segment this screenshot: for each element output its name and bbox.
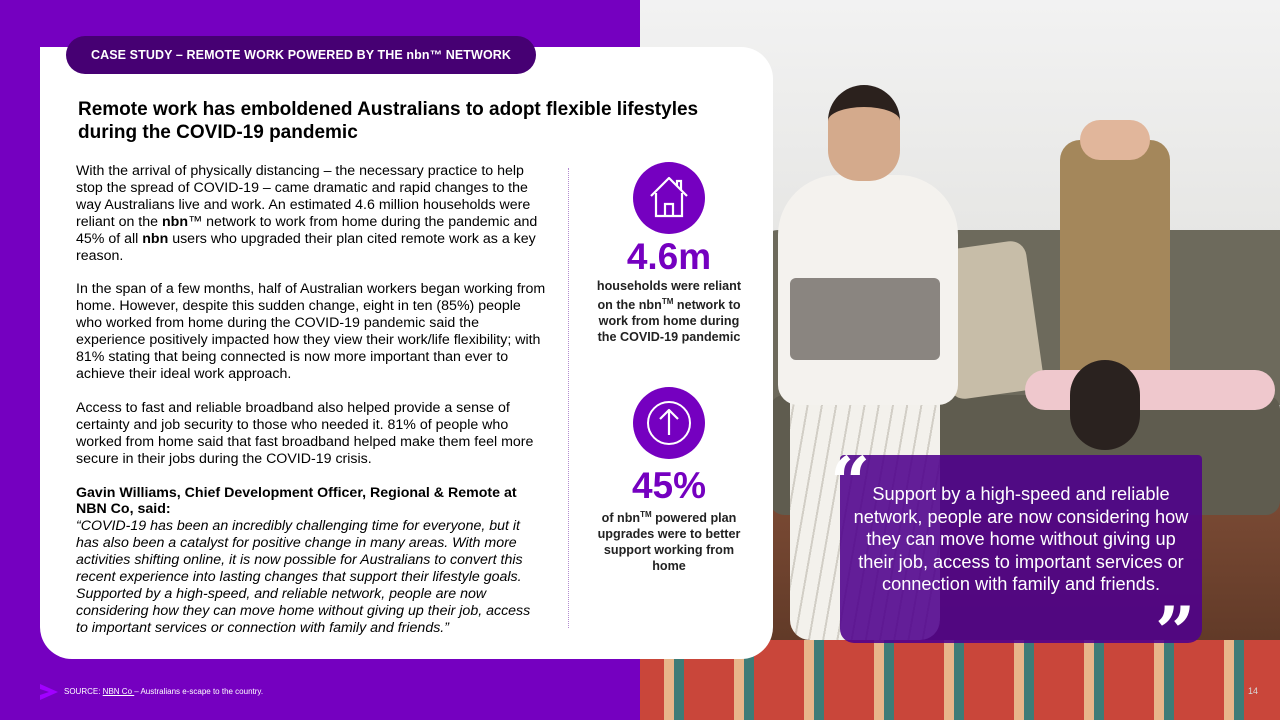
quote-attribution: Gavin Williams, Chief Development Officer, Regional & Remote at NBN Co, said: [76, 484, 517, 518]
stat-value: 45% [631, 465, 707, 506]
executive-quote: “COVID-19 has been an incredibly challenging time for everyone, but it has also been a catalyst for positive change in many areas. With more activities shifting online, it is now possible for Australians to convert this recent experience into lasting changes that support their lifestyle goals. Supported by a high-speed, and reliable network, people are now considering how they can move home without giving up their job, access to important services or connection with family and friends.” [76, 518, 531, 636]
pull-quote-text: Support by a high-speed and reliable network, people are now considering how they can move home without giving up their job, access to important services or connection with family and friends. [853, 484, 1189, 594]
stat-description: households were reliant on the nbn™ network to work from home during the COVID-19 pandemic [596, 279, 742, 345]
house-icon [633, 162, 705, 234]
brand-chevron-icon [38, 682, 60, 702]
page-title: Remote work has emboldened Australians to adopt flexible lifestyles during the COVID-19 pandemic [78, 99, 699, 143]
source-link[interactable]: NBN Co [102, 687, 135, 696]
source-note: SOURCE: NBN Co – Australians e-scape to the country. [64, 687, 264, 696]
page-number: 14 [1248, 686, 1259, 696]
dotted-divider [568, 168, 569, 628]
pull-quote-box [840, 455, 1202, 643]
stat-description: of nbn™ powered plan upgrades were to better support working from home [597, 510, 741, 574]
close-quote-icon: ” [1155, 591, 1196, 674]
paragraph-2: In the span of a few months, half of Australian workers began working from home. However, despite this sudden change, eight in ten (85%) people who worked from home during the COVID-19 pandemic said the experience positively impacted how they view their work/life flexibility; with 81% stating that being connected is now more important than ever to achieve their ideal work approach. [76, 281, 546, 382]
paragraph-3: Access to fast and reliable broadband also helped provide a sense of certainty and job security to those who needed it. 81% of people who worked from home said that fast broadband helped make them feel more secure in their jobs during the COVID-19 crisis. [76, 399, 534, 467]
open-quote-icon: “ [830, 441, 871, 524]
paragraph-1: With the arrival of physically distancing – the necessary practice to help stop the spread of COVID-19 – came dramatic and rapid changes to the way Australians live and work. An estimated 4.6 million households were reliant on the nbn™ network to work from home during the pandemic and 45% of all nbn users who upgraded their plan cited remote work as a key reason. [76, 163, 538, 264]
stat-value: 4.6m [626, 236, 712, 277]
body-text [76, 163, 546, 637]
arrow-up-circle-icon [633, 387, 705, 459]
case-study-tag: CASE STUDY – REMOTE WORK POWERED BY THE nbn™ NETWORK [66, 36, 536, 74]
stat-upgrades [589, 387, 749, 574]
stat-households [589, 162, 749, 345]
